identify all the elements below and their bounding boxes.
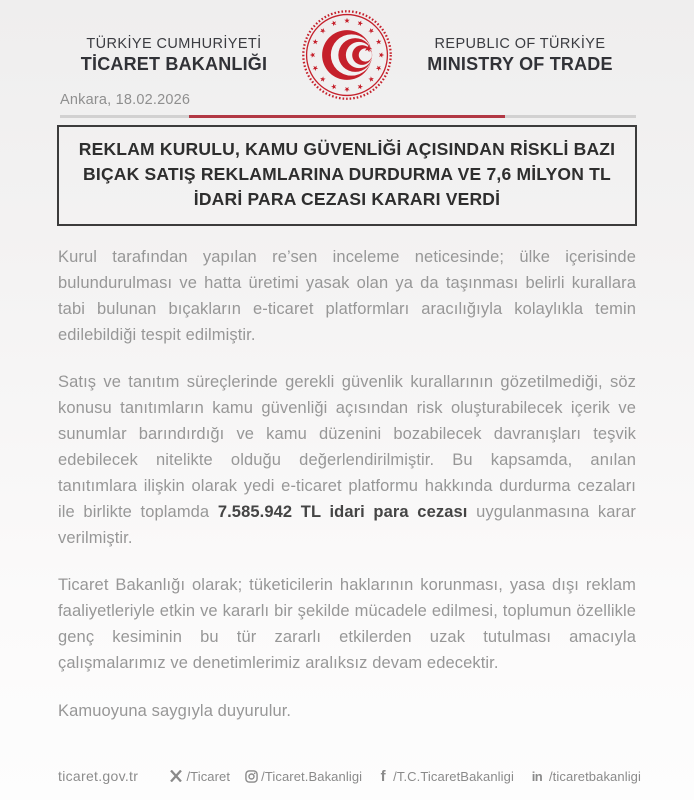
headline-title: REKLAM KURULU, KAMU GÜVENLİĞİ AÇISINDAN RİSKLİ BAZI BIÇAK SATIŞ REKLAMLARINA DURDURMA VE 7,6 MİLYON TL İDARİ PARA CEZASI KARARI VERDİ (78, 139, 616, 209)
org-turkish-line2: TİCARET BAKANLIĞI (80, 53, 268, 74)
dateline: Ankara, 18.02.2026 (60, 92, 191, 108)
paragraph-2 (58, 369, 636, 551)
social-link-instagram[interactable] (244, 769, 362, 784)
org-english-line1: REPUBLIC OF TÜRKİYE (434, 35, 606, 52)
social-link-linkedin[interactable] (528, 769, 641, 784)
x-icon (169, 769, 183, 783)
social-link-x[interactable] (169, 769, 230, 784)
divider-gray-left (60, 115, 189, 118)
instagram-icon (244, 769, 258, 783)
headline-box (57, 125, 637, 226)
social-handle: /T.C.TicaretBakanligi (393, 768, 514, 784)
website-link[interactable]: ticaret.gov.tr (58, 768, 139, 784)
penalty-amount-emphasis: 7.585.942 TL idari para cezası (217, 503, 468, 521)
divider-gray-right (505, 115, 636, 118)
social-handle: /ticaretbakanligi (548, 768, 641, 784)
org-name-turkish (65, 35, 283, 76)
announcement-body (58, 244, 636, 676)
org-turkish-line1: TÜRKİYE CUMHURİYETİ (86, 35, 262, 52)
social-links (169, 769, 641, 784)
emblem-crescents (322, 30, 373, 80)
social-handle: /Ticaret (186, 768, 231, 784)
masthead (0, 0, 694, 100)
linkedin-icon: in (531, 768, 543, 784)
social-link-facebook[interactable] (376, 769, 514, 784)
paragraph-1: Kurul tarafından yapılan re’sen inceleme neticesinde; ülke içerisinde bulundurulması ve hatta üretimi yasak olan ya da taşınması belirli kurallara tabi bulunan bıçakların e-ticaret platformları aracılığıyla kolaylıkla temin edilebildiği tespit edilmiştir. (58, 248, 636, 344)
social-handle: /Ticaret.Bakanligi (261, 768, 363, 784)
header-divider (60, 115, 636, 118)
paragraph-2-tail: uygulanmasına karar verilmiştir. (58, 503, 636, 547)
footer (58, 768, 641, 784)
org-name-english (411, 35, 629, 76)
paragraph-2-lead: Satış ve tanıtım süreçlerinde gerekli güvenlik kurallarının gözetilmediği, söz konusu tanıtımların kamu güvenliği açısından risk oluşturabilecek içerik ve sunumlar barındırdığı ve kamu düzenini bozabilecek davranışları teşvik edebilecek nitelikte olduğu değerlendirilmiştir. Bu kapsamda, anılan tanıtımlara ilişkin olarak yedi e-ticaret platformu hakkında durdurma cezaları ile birlikte toplamda (58, 373, 636, 521)
paragraph-3: Ticaret Bakanlığı olarak; tüketicilerin haklarının korunması, yasa dışı reklam faaliyetleriyle etkin ve kararlı bir şekilde mücadele edilmesi, toplumun özellikle genç kesiminin bu tür zararlı etkilerden uzak tutulması amacıyla çalışmalarımız ve denetimlerimiz aralıksız devam edecektir. (58, 576, 636, 672)
ministry-of-trade-emblem-logo (300, 8, 394, 102)
closing-line: Kamuoyuna saygıyla duyurulur. (58, 702, 292, 720)
facebook-icon: f (380, 767, 386, 785)
org-english-line2: MINISTRY OF TRADE (427, 53, 613, 74)
divider-red-segment (189, 115, 505, 118)
